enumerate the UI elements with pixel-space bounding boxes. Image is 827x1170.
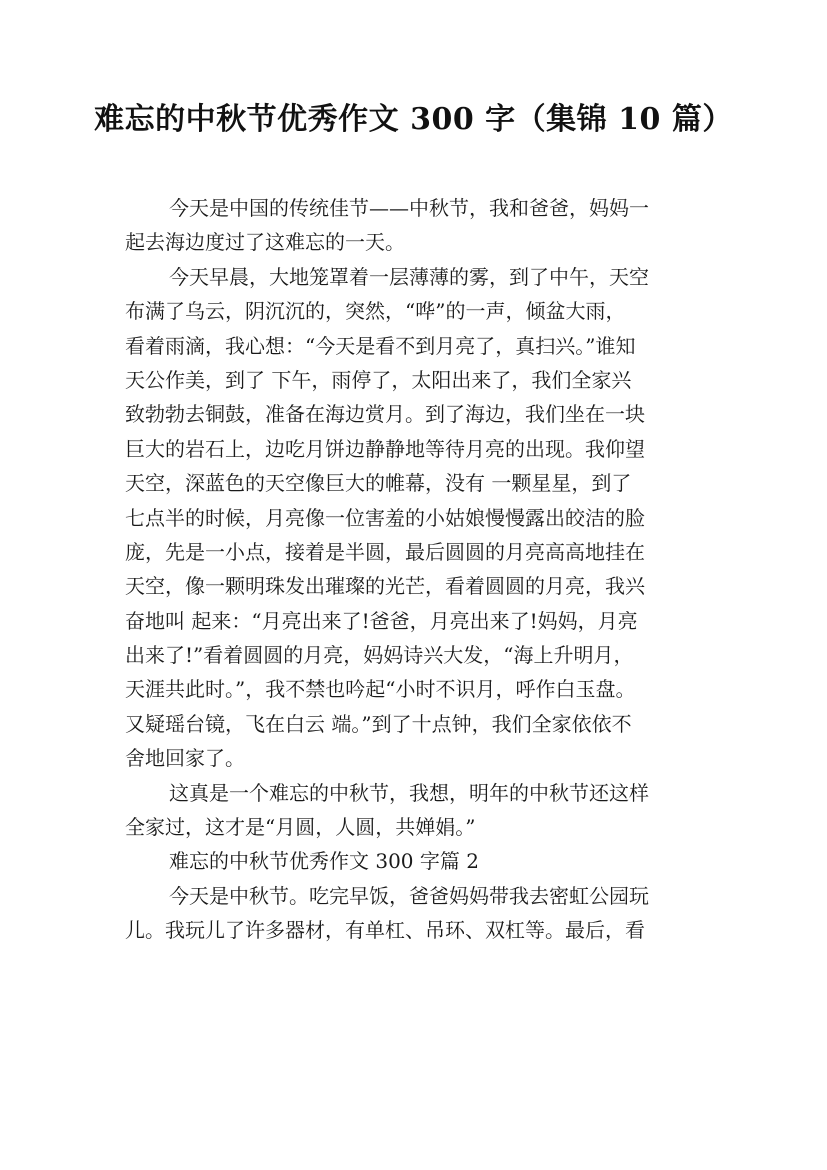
document-body [125, 191, 725, 948]
body-line: 今天是中秋节。吃完早饭，爸爸妈妈带我去密虹公园玩 [169, 883, 649, 908]
body-line: 天空，深蓝色的天空像巨大的帷幕，没有 一颗星星，到了 [125, 471, 632, 496]
body-line: 起去海边度过了这难忘的一天。 [125, 230, 405, 255]
body-line: 舍地回家了。 [125, 746, 245, 771]
body-line: 看着雨滴，我心想：“今天是看不到月亮了，真扫兴。”谁知 [125, 333, 636, 358]
body-line: 儿。我玩儿了许多器材，有单杠、吊环、双杠等。最后，看 [125, 918, 645, 943]
body-line: 七点半的时候，月亮像一位害羞的小姑娘慢慢露出皎洁的脸 [125, 505, 645, 530]
body-line: 又疑瑶台镜，飞在白云 端。”到了十点钟，我们全家依依不 [125, 711, 632, 736]
body-line: 这真是一个难忘的中秋节，我想，明年的中秋节还这样 [169, 780, 649, 805]
document-title: 难忘的中秋节优秀作文 300 字（集锦 10 篇） [94, 102, 733, 137]
body-line: 出来了!”看着圆圆的月亮，妈妈诗兴大发，“海上升明月， [125, 643, 634, 668]
body-line: 天空，像一颗明珠发出璀璨的光芒，看着圆圆的月亮，我兴 [125, 574, 645, 599]
body-line: 今天早晨，大地笼罩着一层薄薄的雾，到了中午，天空 [169, 264, 649, 289]
body-line: 天公作美，到了 下午，雨停了，太阳出来了，我们全家兴 [125, 367, 632, 392]
body-line: 巨大的岩石上，边吃月饼边静静地等待月亮的出现。我仰望 [125, 436, 645, 461]
body-line: 今天是中国的传统佳节——中秋节，我和爸爸，妈妈一 [169, 196, 649, 220]
section-heading: 难忘的中秋节优秀作文 300 字篇 2 [169, 849, 479, 874]
body-line: 布满了乌云，阴沉沉的，突然，“哗”的一声，倾盆大雨， [125, 299, 626, 324]
body-line: 天涯共此时。”，我不禁也吟起“小时不识月，呼作白玉盘。 [125, 677, 636, 702]
body-line: 庞，先是一小点，接着是半圆，最后圆圆的月亮高高地挂在 [125, 539, 645, 564]
body-line: 致勃勃去铜鼓，准备在海边赏月。到了海边，我们坐在一块 [125, 402, 645, 427]
body-line: 全家过，这才是“月圆，人圆，共婵娟。” [125, 815, 476, 840]
body-line: 奋地叫 起来：“月亮出来了!爸爸，月亮出来了!妈妈，月亮 [125, 608, 638, 633]
